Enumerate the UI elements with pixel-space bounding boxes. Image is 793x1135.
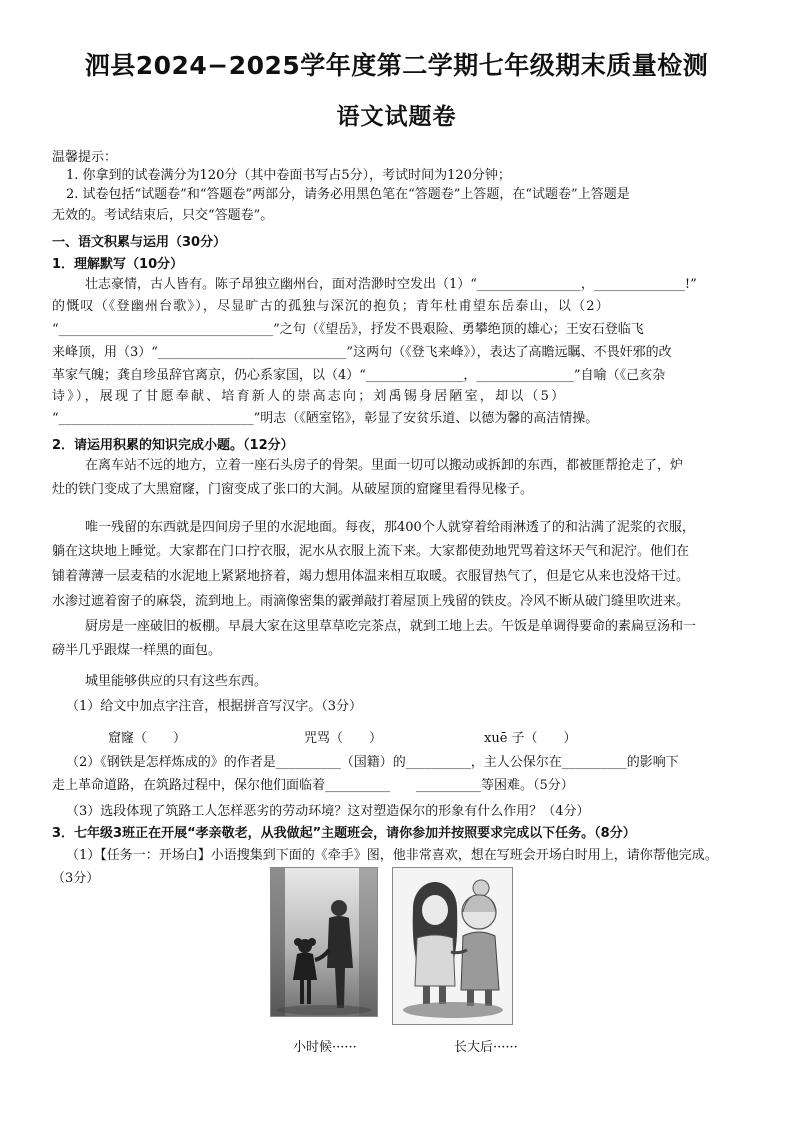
section-heading: 一、语文积累与运用（30分） [52,235,227,250]
q1-line: “_________________________________”之句（《望岳》，抒发不畏艰险、勇攀绝顶的雄心；王安石登临飞 [52,322,644,337]
q3-task1: （1）【任务一：开场白】小语搜集到下面的《牵手》图，他非常喜欢，想在写班会开场白时用上，请你帮他完成。 [66,848,718,863]
q2-sub2-cont: 走上革命道路，在筑路过程中，保尔他们面临着__________ __________等困难。（5分） [52,778,574,793]
question-3-title: 3．七年级3班正在开展“孝亲敬老，从我做起”主题班会，请你参加并按照要求完成以下任务。（8分） [52,826,636,841]
passage-line: 磅半几乎跟煤一样黑的面包。 [52,643,222,658]
passage-line: 水渗过遮着窗子的麻袋，流到地上。雨滴像密集的霰弹敲打着屋顶上残留的铁皮。冷风不断从破门缝里吹进来。 [52,594,690,609]
question-1-title: 1．理解默写（10分） [52,257,184,272]
caption-grown-up: 长大后······ [454,1040,518,1055]
passage-line: 灶的铁门变成了大黑窟窿，门窗变成了张口的大洞。从破屋顶的窟窿里看得见椽子。 [52,482,534,497]
childhood-photo [270,867,378,1017]
pinyin-item: xuē 子（ ） [484,731,577,746]
q1-line: 革家气魄；龚自珍虽辞官离京，仍心系家国，以（4）“_______________，_______________”自喻（《己亥杂 [52,368,666,383]
q1-line: “______________________________”明志（《陋室铭》，彰显了安贫乐道、以德为馨的高洁情操。 [52,411,599,426]
pinyin-item: 窟窿（ ） [108,731,187,746]
exam-title: 泗县2024−2025学年度第二学期七年级期末质量检测 [84,51,709,80]
exam-subtitle: 语文试题卷 [336,104,457,130]
q2-sub2: （2）《钢铁是怎样炼成的》的作者是__________（国籍）的__________，主人公保尔在__________的影响下 [66,755,679,770]
q1-line: 壮志豪情，古人皆有。陈子昂独立幽州台，面对浩渺时空发出（1）“________________，______________!” [85,277,697,292]
pinyin-item: 咒骂（ ） [304,731,383,746]
notice-item-1: 1. 你拿到的试卷满分为120分（其中卷面书写占5分），考试时间为120分钟； [66,168,511,183]
q2-sub1: （1）给文中加点字注音，根据拼音写汉字。（3分） [66,699,363,714]
passage-line: 在离车站不远的地方，立着一座石头房子的骨架。里面一切可以搬动或拆卸的东西，都被匪帮抢走了，炉 [85,458,684,473]
q1-line: 来峰顶，用（3）“_____________________________”这两句（《登飞来峰》），表达了高瞻远瞩、不畏奸邪的改 [52,345,672,360]
question-2-title: 2．请运用积累的知识完成小题。（12分） [52,438,294,453]
q1-line: 诗》），展现了甘愿奉献、培育新人的崇高志向；刘禹锡身居陋室，却以（5） [52,389,567,404]
passage-line: 铺着薄薄一层麦秸的水泥地上紧紧地挤着，竭力想用体温来相互取暖。衣服冒热气了，但是它从来也没烙干过。 [52,569,690,584]
notice-item-2: 2. 试卷包括“试题卷”和“答题卷”两部分，请务必用黑色笔在“答题卷”上答题，在“试题卷”上答题是 [66,187,630,202]
q2-sub3: （3）选段体现了筑路工人怎样恶劣的劳动环境？这对塑造保尔的形象有什么作用？（4分） [66,804,590,819]
caption-childhood: 小时候······ [293,1040,357,1055]
q1-line: 的慨叹（《登幽州台歌》），尽显旷古的孤独与深沉的抱负；青年杜甫望东岳泰山，以（2） [52,299,610,314]
notice-label: 温馨提示： [52,150,118,165]
notice-item-2-cont: 无效的。考试结束后，只交“答题卷”。 [52,208,274,223]
q3-task1-cont: （3分） [52,871,100,886]
passage-line: 厨房是一座破旧的板棚。早晨大家在这里草草吃完茶点，就到工地上去。午饭是单调得要命的素扁豆汤和一 [85,619,697,634]
passage-line: 躺在这块地上睡觉。大家都在门口拧衣服，泥水从衣服上流下来。大家都使劲地咒骂着这坏天气和泥泞。他们在 [52,544,690,559]
passage-line: 城里能够供应的只有这些东西。 [85,674,268,689]
passage-line: 唯一残留的东西就是四间房子里的水泥地面。每夜，那400个人就穿着给雨淋透了的和沾满了泥浆的衣服， [85,520,695,535]
grown-up-photo [392,867,513,1025]
